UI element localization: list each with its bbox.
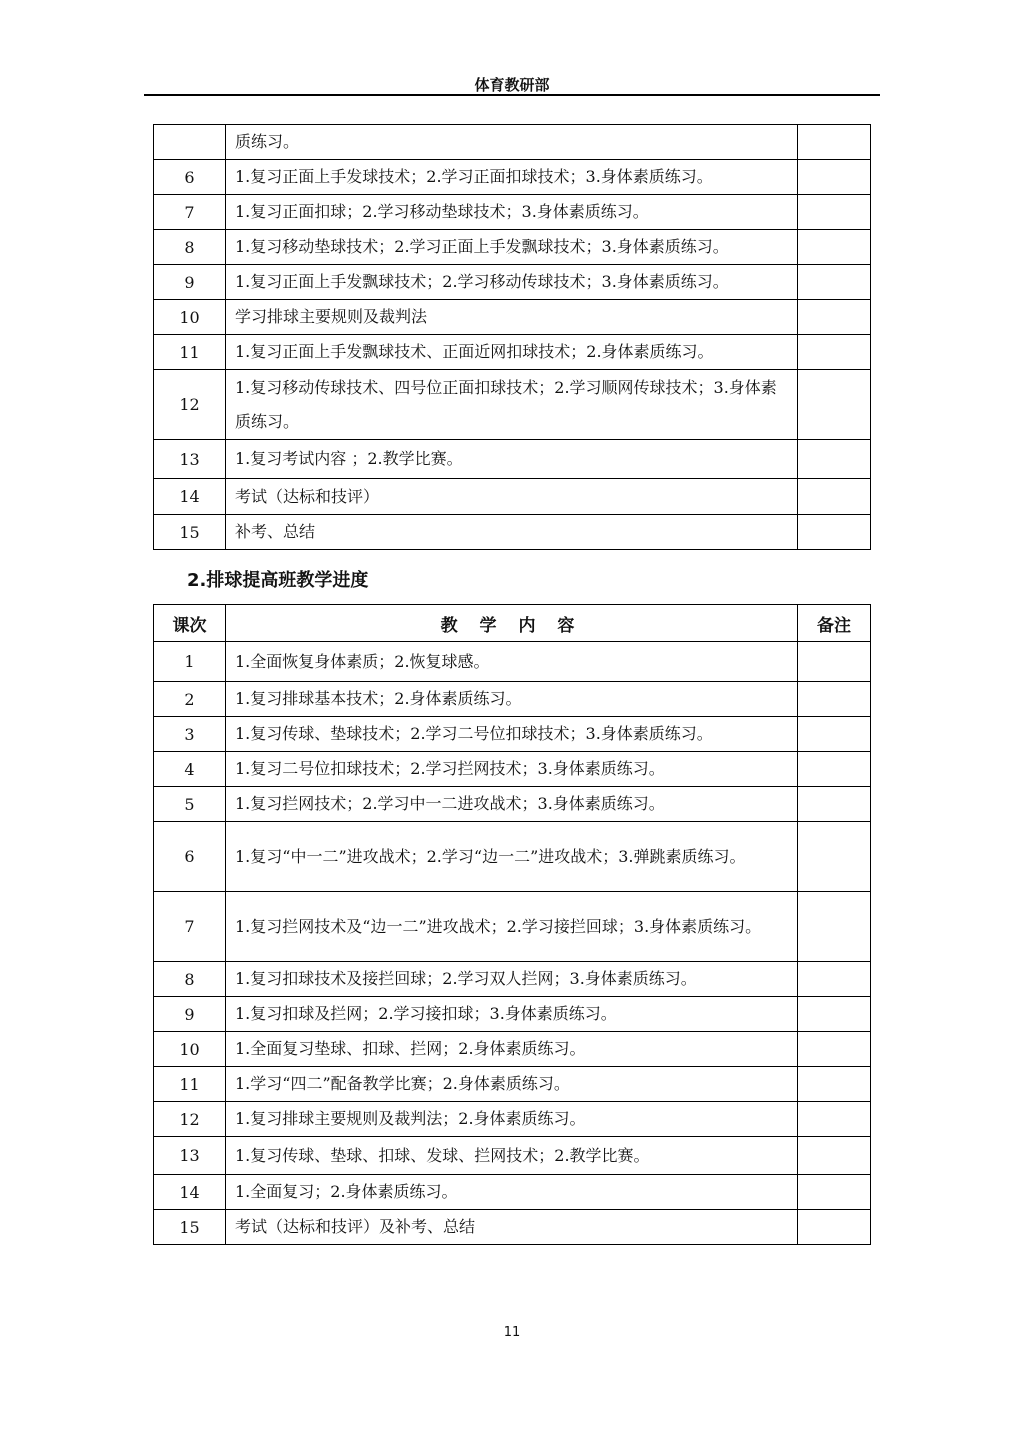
table-row: [154, 515, 871, 550]
lesson-number-cell: 8: [154, 962, 226, 997]
notes-cell: [798, 335, 871, 370]
lesson-number-cell: 10: [154, 1032, 226, 1067]
lesson-number-cell: 15: [154, 1210, 226, 1245]
lesson-number-cell: [154, 125, 226, 160]
notes-cell: [798, 642, 871, 682]
lesson-content-cell: 1.复习正面扣球；2.学习移动垫球技术；3.身体素质练习。: [226, 195, 798, 230]
table-row: [154, 195, 871, 230]
section-heading: 2.排球提高班教学进度: [187, 570, 369, 591]
notes-cell: [798, 822, 871, 892]
advanced-class-schedule-table: [153, 604, 871, 1245]
table-row: [154, 1102, 871, 1137]
lesson-content-cell: 1.复习传球、垫球技术；2.学习二号位扣球技术；3.身体素质练习。: [226, 717, 798, 752]
table-row: [154, 300, 871, 335]
lesson-content-cell: 1.复习“中一二”进攻战术；2.学习“边一二”进攻战术；3.弹跳素质练习。: [226, 822, 798, 892]
lesson-content-cell: 学习排球主要规则及裁判法: [226, 300, 798, 335]
notes-cell: [798, 440, 871, 479]
table-row: [154, 1137, 871, 1175]
lesson-number-cell: 12: [154, 1102, 226, 1137]
lesson-content-cell: 1.复习拦网技术；2.学习中一二进攻战术；3.身体素质练习。: [226, 787, 798, 822]
lesson-number-cell: 11: [154, 1067, 226, 1102]
lesson-number-cell: 6: [154, 160, 226, 195]
lesson-content-cell: 考试（达标和技评）: [226, 479, 798, 515]
table-row: [154, 642, 871, 682]
lesson-number-cell: 9: [154, 265, 226, 300]
table-row: [154, 265, 871, 300]
table-row: [154, 682, 871, 717]
lesson-number-cell: 2: [154, 682, 226, 717]
notes-cell: [798, 997, 871, 1032]
lesson-content-cell: 1.复习移动垫球技术；2.学习正面上手发飘球技术；3.身体素质练习。: [226, 230, 798, 265]
lesson-content-cell: 1.复习正面上手发球技术；2.学习正面扣球技术；3.身体素质练习。: [226, 160, 798, 195]
lesson-number-cell: 3: [154, 717, 226, 752]
notes-cell: [798, 892, 871, 962]
lesson-content-cell: 1.学习“四二”配备教学比赛；2.身体素质练习。: [226, 1067, 798, 1102]
table-row: [154, 787, 871, 822]
lesson-number-cell: 6: [154, 822, 226, 892]
table-row: [154, 1175, 871, 1210]
lesson-number-cell: 9: [154, 997, 226, 1032]
lesson-number-cell: 7: [154, 195, 226, 230]
notes-cell: [798, 300, 871, 335]
lesson-content-cell: 1.复习排球基本技术；2.身体素质练习。: [226, 682, 798, 717]
notes-cell: [798, 479, 871, 515]
lesson-number-cell: 10: [154, 300, 226, 335]
notes-cell: [798, 1067, 871, 1102]
table-row: [154, 370, 871, 440]
lesson-content-cell: 1.复习拦网技术及“边一二”进攻战术；2.学习接拦回球；3.身体素质练习。: [226, 892, 798, 962]
table-row: [154, 230, 871, 265]
table-row: [154, 1210, 871, 1245]
lesson-content-cell: 1.复习二号位扣球技术；2.学习拦网技术；3.身体素质练习。: [226, 752, 798, 787]
notes-cell: [798, 787, 871, 822]
lesson-content-cell: 1.复习移动传球技术、四号位正面扣球技术；2.学习顺网传球技术；3.身体素质练习。: [226, 370, 798, 440]
table-row: [154, 125, 871, 160]
table-row: [154, 892, 871, 962]
schedule-table-continued: [153, 124, 871, 550]
lesson-content-cell: 1.复习扣球及拦网；2.学习接扣球；3.身体素质练习。: [226, 997, 798, 1032]
lesson-number-cell: 1: [154, 642, 226, 682]
lesson-content-cell: 1.全面复习垫球、扣球、拦网；2.身体素质练习。: [226, 1032, 798, 1067]
lesson-content-cell: 考试（达标和技评）及补考、总结: [226, 1210, 798, 1245]
lesson-content-cell: 补考、总结: [226, 515, 798, 550]
header-notes: 备注: [798, 605, 871, 642]
table-header-row: [154, 605, 871, 642]
notes-cell: [798, 962, 871, 997]
lesson-content-cell: 1.复习正面上手发飘球技术、正面近网扣球技术；2.身体素质练习。: [226, 335, 798, 370]
notes-cell: [798, 195, 871, 230]
notes-cell: [798, 125, 871, 160]
lesson-content-cell: 1.复习传球、垫球、扣球、发球、拦网技术；2.教学比赛。: [226, 1137, 798, 1175]
table-row: [154, 717, 871, 752]
notes-cell: [798, 752, 871, 787]
notes-cell: [798, 230, 871, 265]
header-lesson-number: 课次: [154, 605, 226, 642]
lesson-number-cell: 8: [154, 230, 226, 265]
header-teaching-content: 教 学 内 容: [226, 605, 798, 642]
page-number: 11: [503, 1325, 521, 1340]
lesson-number-cell: 14: [154, 479, 226, 515]
table-row: [154, 997, 871, 1032]
lesson-number-cell: 11: [154, 335, 226, 370]
lesson-content-cell: 1.全面恢复身体素质；2.恢复球感。: [226, 642, 798, 682]
table-row: [154, 962, 871, 997]
notes-cell: [798, 717, 871, 752]
lesson-number-cell: 7: [154, 892, 226, 962]
header-rule: [144, 94, 880, 96]
table-row: [154, 822, 871, 892]
notes-cell: [798, 682, 871, 717]
lesson-content-cell: 1.复习扣球技术及接拦回球；2.学习双人拦网；3.身体素质练习。: [226, 962, 798, 997]
lesson-content-cell: 1.复习正面上手发飘球技术；2.学习移动传球技术；3.身体素质练习。: [226, 265, 798, 300]
lesson-number-cell: 13: [154, 440, 226, 479]
table-row: [154, 1067, 871, 1102]
lesson-number-cell: 14: [154, 1175, 226, 1210]
notes-cell: [798, 515, 871, 550]
notes-cell: [798, 1102, 871, 1137]
lesson-content-cell: 1.全面复习；2.身体素质练习。: [226, 1175, 798, 1210]
page-header-title: 体育教研部: [474, 76, 550, 94]
notes-cell: [798, 1032, 871, 1067]
schedule-table-body: [154, 642, 871, 1245]
lesson-content-cell: 1.复习排球主要规则及裁判法；2.身体素质练习。: [226, 1102, 798, 1137]
lesson-content-cell: 1.复习考试内容 ；2.教学比赛。: [226, 440, 798, 479]
schedule-table-body: [154, 125, 871, 550]
table-row: [154, 752, 871, 787]
table-row: [154, 160, 871, 195]
lesson-number-cell: 13: [154, 1137, 226, 1175]
lesson-number-cell: 5: [154, 787, 226, 822]
table-row: [154, 1032, 871, 1067]
lesson-number-cell: 15: [154, 515, 226, 550]
notes-cell: [798, 1175, 871, 1210]
notes-cell: [798, 265, 871, 300]
table-row: [154, 440, 871, 479]
table-row: [154, 335, 871, 370]
notes-cell: [798, 1137, 871, 1175]
lesson-number-cell: 4: [154, 752, 226, 787]
notes-cell: [798, 1210, 871, 1245]
notes-cell: [798, 160, 871, 195]
lesson-number-cell: 12: [154, 370, 226, 440]
table-row: [154, 479, 871, 515]
lesson-content-cell: 质练习。: [226, 125, 798, 160]
notes-cell: [798, 370, 871, 440]
